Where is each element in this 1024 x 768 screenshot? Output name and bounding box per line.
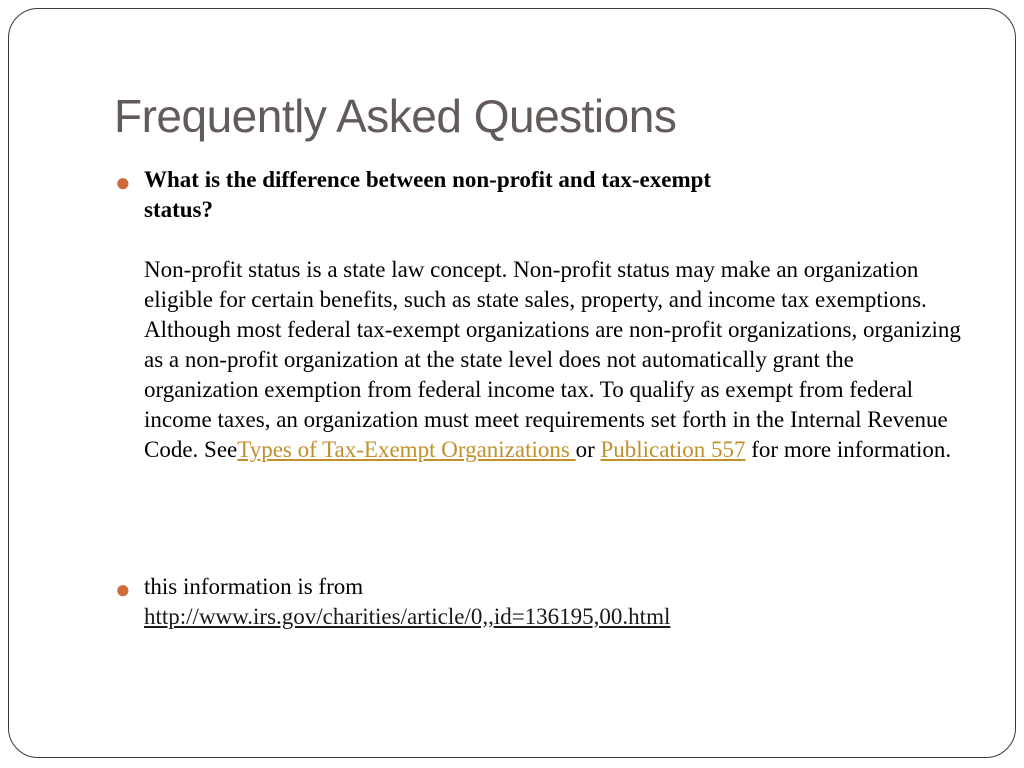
types-of-tax-exempt-link[interactable]: Types of Tax-Exempt Organizations [237, 437, 576, 462]
bullet-marker-1: ● [115, 168, 131, 197]
bullet-2-content [144, 572, 964, 632]
bullet-1-content [144, 165, 964, 465]
publication-557-link[interactable]: Publication 557 [600, 437, 746, 462]
source-text: this information is from [144, 574, 364, 599]
faq-answer-connector: or [575, 437, 601, 462]
faq-question-line-1: What is the difference between non-profit and tax-exempt [144, 167, 712, 192]
bullet-marker-2: ● [115, 575, 131, 604]
slide-title: Frequently Asked Questions [114, 90, 677, 142]
faq-question [144, 165, 964, 225]
faq-answer [144, 255, 964, 465]
faq-answer-text: Non-profit status is a state law concept. Non-profit status may make an organization eligible for certain benefits, such as state sales, property, and income tax exemptions. Although most federal tax-exempt organizations are non-profit organizations, organizing as a non-profit organization at the state level does not automatically grant the organization exemption from federal income tax. To qualify as exempt from federal income taxes, an organization must meet requirements set forth in the Internal Revenue Code. See [144, 257, 961, 462]
faq-question-line-2: status? [144, 197, 214, 222]
faq-answer-trailing: for more information. [745, 437, 952, 462]
source-url-link[interactable]: http://www.irs.gov/charities/article/0,,id=136195,00.html [144, 604, 671, 629]
